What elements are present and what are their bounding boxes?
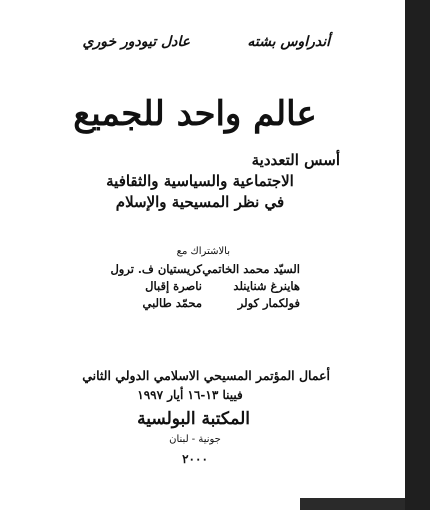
bottom-shadow — [300, 498, 405, 510]
subtitle-line-2: الاجتماعية والسياسية والثقافية — [106, 172, 294, 190]
author-2: عادل تيودور خوري — [82, 34, 190, 50]
participants-list — [110, 262, 300, 313]
participant-name: ناصرة إقبال — [145, 279, 202, 293]
participant-name: كريستيان ف. ترول — [110, 262, 202, 276]
conference-title: أعمال المؤتمر المسيحي الاسلامي الدولي الثاني — [82, 368, 330, 383]
subtitle-line-1: أسس التعددية — [251, 151, 340, 169]
publisher-name: المكتبة البولسية — [137, 409, 250, 429]
with-label: بالاشتراك مع — [176, 246, 230, 257]
publisher-place: جونية - لبنان — [169, 434, 221, 445]
participants-row — [110, 262, 300, 279]
participants-row — [110, 279, 300, 296]
author-1: أندراوس بشته — [247, 34, 330, 50]
participant-name: محمّد طالبي — [142, 296, 202, 310]
subtitle-line-3: في نظر المسيحية والإسلام — [115, 193, 285, 211]
book-title: عالم واحد للجميع — [73, 94, 317, 134]
participant-name: السيّد محمد الخاتمي — [202, 262, 300, 276]
conference-date: فيينا ١٣-١٦ أيار ١٩٩٧ — [137, 388, 243, 402]
participants-row — [110, 296, 300, 313]
participant-name: هاينرغ شناينلد — [233, 279, 300, 293]
publication-year: ٢٠٠٠ — [182, 452, 208, 466]
participant-name: فولكمار كولر — [237, 296, 300, 310]
book-edge-shadow — [405, 0, 430, 510]
